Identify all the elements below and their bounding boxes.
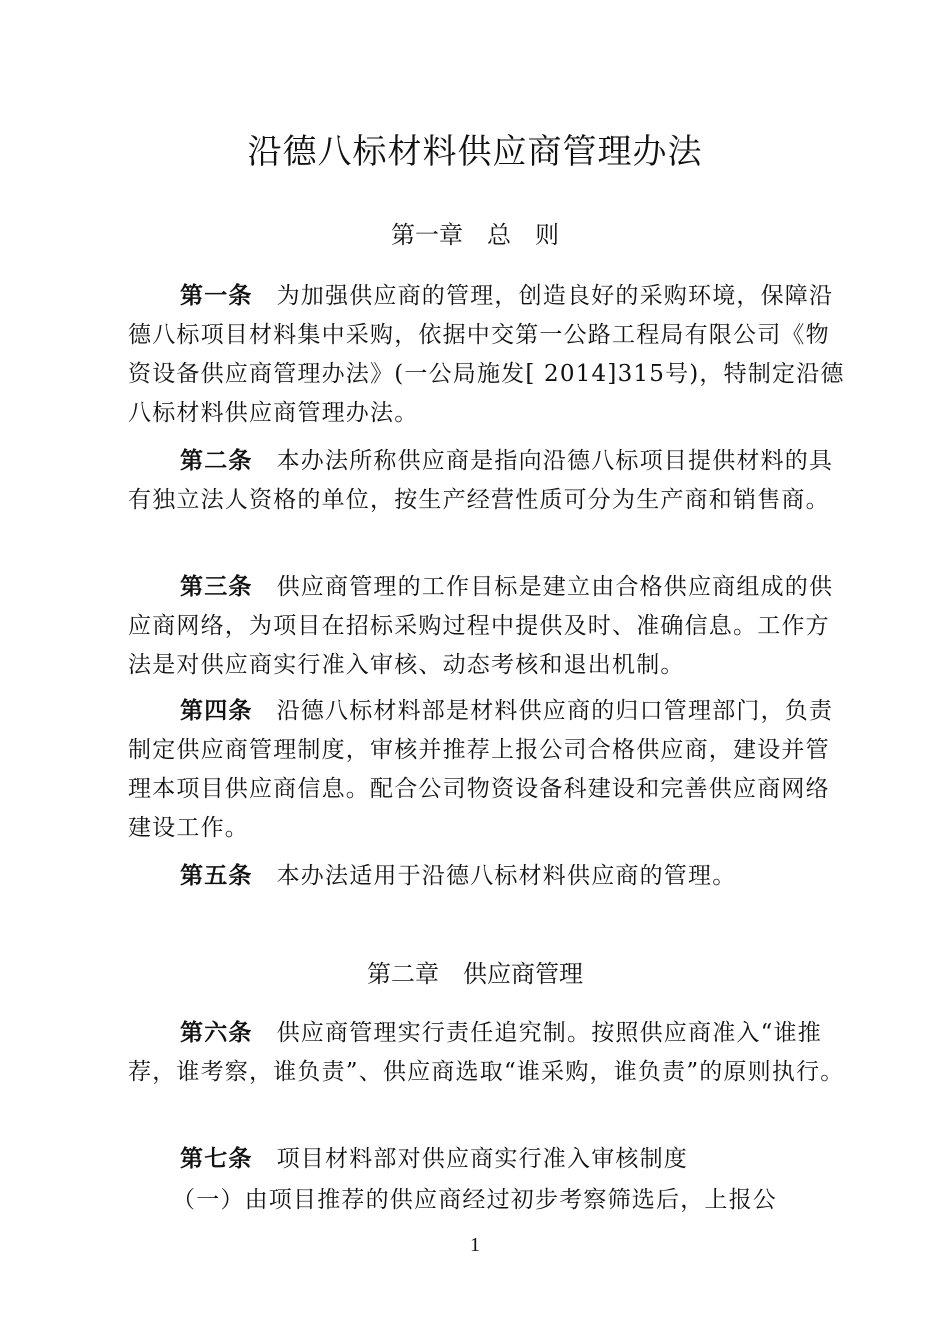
article-7 xyxy=(128,1139,848,1179)
article-text: 本办法所称供应商是指向沿德八标项目提供材料的具有独立法人资格的单位，按生产经营性质可分为生产商和销售商。 xyxy=(128,448,834,513)
article-2 xyxy=(128,441,848,520)
article-label: 第一条 xyxy=(180,282,253,309)
article-label: 第五条 xyxy=(180,862,253,889)
article-text: 本办法适用于沿德八标材料供应商的管理。 xyxy=(276,863,737,889)
article-label: 第四条 xyxy=(180,697,253,724)
article-text: 为加强供应商的管理，创造良好的采购环境，保障沿德八标项目材料集中采购，依据中交第一公路工程局有限公司《物资设备供应商管理办法》(一公局施发[ 2014]315号)，特制定沿德八标材料供应商管理办法。 xyxy=(128,283,845,426)
page-number: 1 xyxy=(470,1234,480,1256)
article-text: 项目材料部对供应商实行准入审核制度 xyxy=(276,1146,689,1172)
article-label: 第三条 xyxy=(180,573,253,600)
clause-1: （一）由项目推荐的供应商经过初步考察筛选后，上报公 xyxy=(172,1187,777,1213)
article-text: 沿德八标材料部是材料供应商的归口管理部门，负责制定供应商管理制度，审核并推荐上报公司合格供应商，建设并管理本项目供应商信息。配合公司物资设备科建设和完善供应商网络建设工作。 xyxy=(128,698,834,841)
article-text: 供应商管理实行责任追究制。按照供应商准入“谁推荐，谁考察，谁负责”、供应商选取“谁采购，谁负责”的原则执行。 xyxy=(128,1020,845,1085)
article-label: 第二条 xyxy=(180,447,253,474)
article-6 xyxy=(128,1013,848,1092)
article-4 xyxy=(128,691,848,848)
article-5 xyxy=(128,856,848,896)
article-1 xyxy=(128,276,848,433)
chapter-heading-supplier-management: 第二章 供应商管理 xyxy=(367,960,583,988)
article-label: 第六条 xyxy=(180,1019,253,1046)
article-label: 第七条 xyxy=(180,1145,253,1172)
chapter-heading-general: 第一章 总 则 xyxy=(391,221,559,249)
article-3 xyxy=(128,567,848,685)
document-title: 沿德八标材料供应商管理办法 xyxy=(247,132,703,172)
article-text: 供应商管理的工作目标是建立由合格供应商组成的供应商网络，为项目在招标采购过程中提供及时、准确信息。工作方法是对供应商实行准入审核、动态考核和退出机制。 xyxy=(128,574,834,678)
